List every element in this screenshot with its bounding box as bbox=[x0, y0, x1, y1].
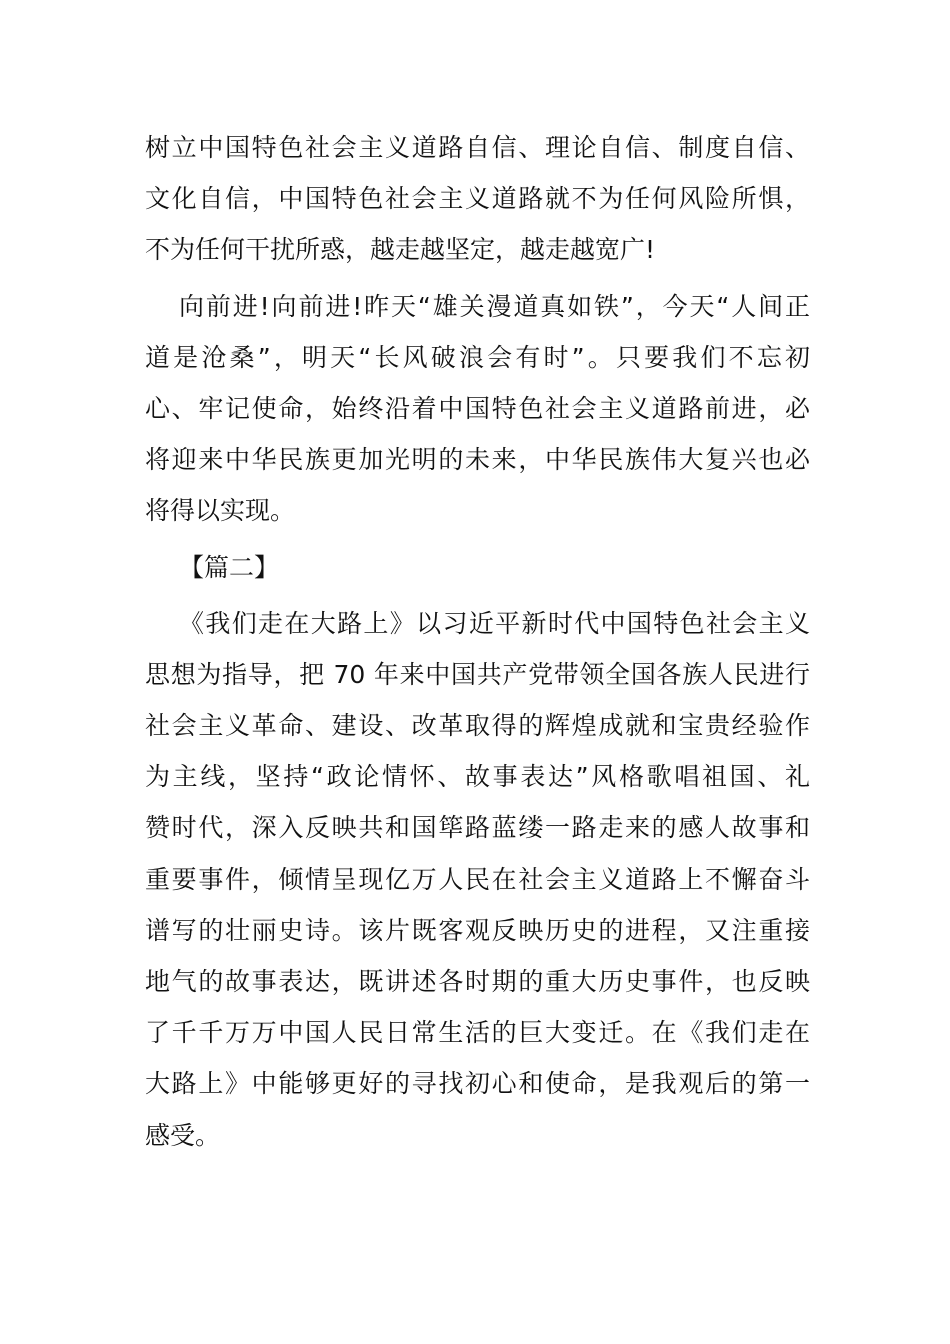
text-line: 地气的故事表达，既讲述各时期的重大历史事件，也反映 bbox=[145, 967, 810, 996]
text-line: 了千千万万中国人民日常生活的巨大变迁。在《我们走在 bbox=[145, 1018, 810, 1048]
text-line: 将得以实现。 bbox=[145, 496, 296, 526]
text-line: 树立中国特色社会主义道路自信、理论自信、制度自信、 bbox=[145, 133, 810, 162]
text-line: 为主线，坚持“政论情怀、故事表达”风格歌唱祖国、礼 bbox=[145, 762, 810, 792]
text-line: 赞时代，深入反映共和国筚路蓝缕一路走来的感人故事和 bbox=[145, 813, 810, 843]
paragraph-3 bbox=[145, 598, 810, 1161]
document-body bbox=[145, 122, 810, 1166]
text-line: 谱写的壮丽史诗。该片既客观反映历史的进程，又注重接 bbox=[145, 915, 810, 945]
section-heading bbox=[145, 542, 810, 593]
paragraph-2 bbox=[145, 281, 810, 537]
text-line: 不为任何干扰所惑，越走越坚定，越走越宽广! bbox=[145, 235, 656, 265]
text-line: 社会主义革命、建设、改革取得的辉煌成就和宝贵经验作 bbox=[145, 711, 810, 741]
text-line: 思想为指导，把 70 年来中国共产党带领全国各族人民进行 bbox=[145, 659, 810, 689]
text-line: 感受。 bbox=[145, 1120, 221, 1150]
text-line: 道是沧桑”，明天“长风破浪会有时”。只要我们不忘初 bbox=[145, 342, 810, 372]
text-line: 大路上》中能够更好的寻找初心和使命，是我观后的第一 bbox=[145, 1069, 810, 1099]
text-line: 重要事件，倾情呈现亿万人民在社会主义道路上不懈奋斗 bbox=[145, 864, 810, 894]
text-line: 《我们走在大路上》以习近平新时代中国特色社会主义 bbox=[179, 608, 810, 638]
text-line: 心、牢记使命，始终沿着中国特色社会主义道路前进，必 bbox=[145, 393, 810, 423]
text-line: 文化自信，中国特色社会主义道路就不为任何风险所惧， bbox=[145, 184, 810, 214]
paragraph-1 bbox=[145, 122, 810, 276]
section-heading-text: 【篇二】 bbox=[179, 552, 280, 582]
text-line: 向前进!向前进!昨天“雄关漫道真如铁”，今天“人间正 bbox=[179, 291, 810, 321]
text-line: 将迎来中华民族更加光明的未来，中华民族伟大复兴也必 bbox=[145, 445, 810, 475]
